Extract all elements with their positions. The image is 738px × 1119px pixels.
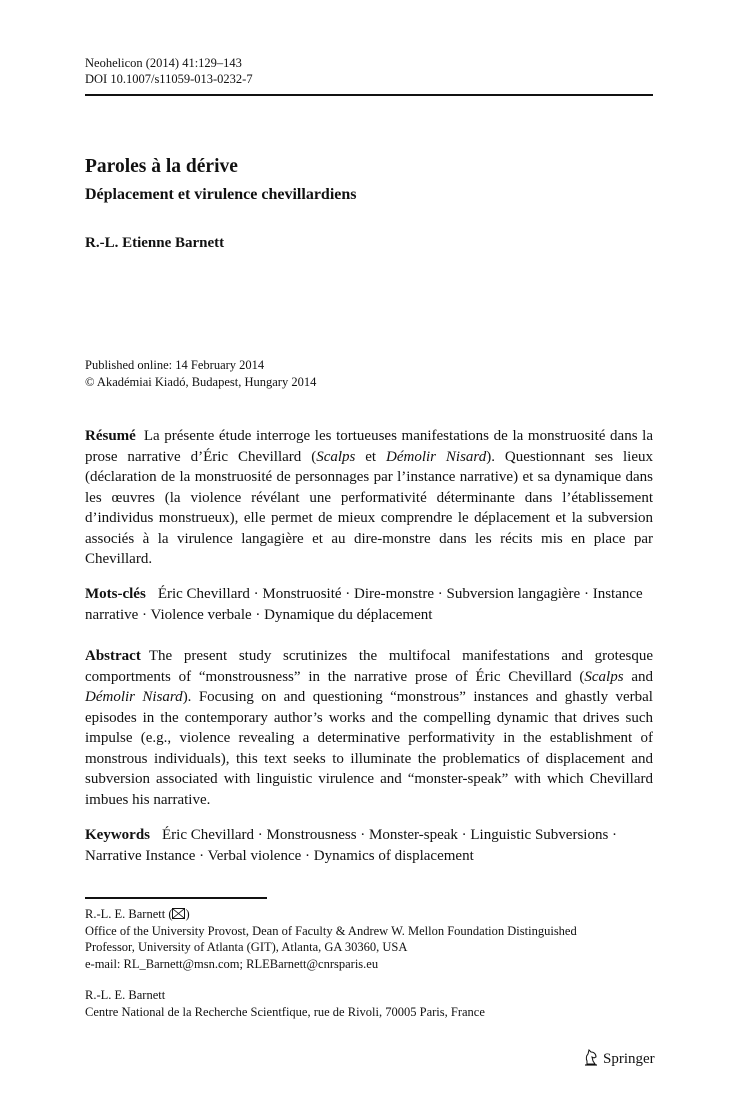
article-subtitle: Déplacement et virulence chevillardiens [85, 186, 357, 203]
abstract-label: Abstract [85, 648, 141, 664]
resume-label: Résumé [85, 428, 136, 444]
resume-section: Résumé La présente étude interroge les tortueuses manifestations de la monstruosité dans la prose narrative d’Éric Chevillard (Scalps et Démolir Nisard). Questionnant ses lieux (déclaration de la monstruosité de personnages par l’instance narrative) et sa dynamique dans les œuvres (la violence révélant une performativité déterminante dans l’établissement d’individus monstrueux), elle permet de mieux comprendre le déplacement et la subversion associés à la virulence langagière et au dire-monstre dans les récits mis en place par Chevillard. [85, 428, 653, 567]
keywords-list: Éric Chevillard · Monstrousness · Monster-speak · Linguistic Subversions · Narrative Instance · Verbal violence · Dynamics of displacement [85, 827, 618, 864]
header-rule [85, 94, 653, 96]
publisher-name: Springer [603, 1051, 655, 1067]
journal-header [85, 55, 253, 87]
doi: DOI 10.1007/s11059-013-0232-7 [85, 72, 253, 86]
affiliation-2: R.-L. E. Barnett Centre National de la Recherche Scientfique, rue de Rivoli, 70005 Paris, France [85, 988, 485, 1019]
abstract-section: Abstract The present study scrutinizes the multifocal manifestations and grotesque comportments of “monstrousness” in the narrative prose of Éric Chevillard (Scalps and Démolir Nisard). Focusing on and questioning “monstrous” instances and ghastly verbal episodes in the contemporary author’s works and the compelling dynamic that drives such impulse (e.g., violence revealing a determinative performativity in the establishment of monstrous individuals), this text seeks to illuminate the problematics of displacement and subversion associated with linguistic virulence and “monster-speak” with which Chevillard imbues his narrative. [85, 648, 653, 808]
email-line: e-mail: RL_Barnett@msn.com; RLEBarnett@cnrsparis.eu [85, 956, 379, 971]
author-name: R.-L. Etienne Barnett [85, 235, 225, 251]
keywords-section [85, 825, 625, 866]
publication-info [85, 357, 316, 390]
springer-knight-icon [583, 1048, 599, 1071]
mots-cles-label: Mots-clés [85, 586, 146, 602]
copyright: © Akadémiai Kiadó, Budapest, Hungary 2014 [85, 374, 317, 389]
footnote-rule [85, 897, 267, 899]
journal-citation: Neohelicon (2014) 41:129–143 [85, 56, 242, 70]
mots-cles-list: Éric Chevillard · Monstruosité · Dire-monstre · Subversion langagière · Instance narrative · Violence verbale · Dynamique du déplacement [85, 586, 643, 623]
publisher-logo [583, 1048, 655, 1071]
corresponding-author: R.-L. E. Barnett ( ) [85, 907, 190, 921]
article-title: Paroles à la dérive [85, 156, 238, 177]
mots-cles-section [85, 584, 653, 625]
envelope-icon [172, 908, 185, 919]
affiliation-1: R.-L. E. Barnett ( ) Office of the University Provost, Dean of Faculty & Andrew W. Mellon Foundation Distinguished Professor, University of Atlanta (GIT), Atlanta, GA 30360, USA e-mail: RL_Barnett@msn.com; RLEBarnett@cnrsparis.eu [85, 906, 653, 972]
keywords-label: Keywords [85, 827, 150, 843]
published-online: Published online: 14 February 2014 [85, 358, 265, 372]
